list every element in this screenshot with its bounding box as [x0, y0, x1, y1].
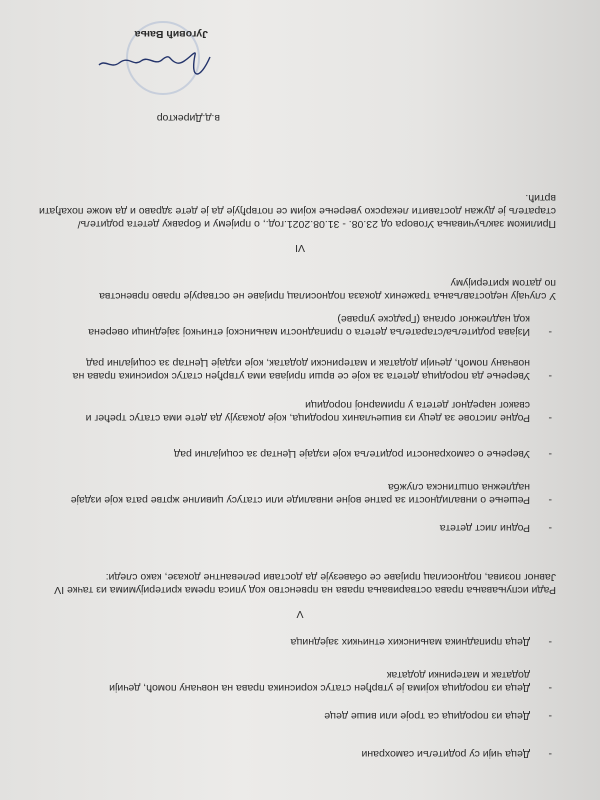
list-item: - Уверење о самохраности родитеља које издаје Центар за социјални рад — [174, 448, 552, 460]
signature-title: в.д.Директор — [156, 112, 220, 124]
list-item: - Родне листове за децу из вишечланих породица, које доказују да дете има статус трећег и сваког наредног детета у примарној породици — [85, 399, 552, 424]
list-item: - Деца припадника мањинских етничких заједница — [290, 636, 552, 648]
list-item: - Уверење да породица детета за које се врши пријава има утврђен статус корисника права на новчану помоћ, дечији додатак и матерински додатак, које издаје Центар за социјални рад — [72, 357, 552, 382]
list-item-text: Деца из породица са троје или више деце — [324, 710, 530, 722]
list-item-text: Деца чији су родитељи самохрани — [361, 748, 530, 760]
list-item: - Изјава родитеља/старатеља детета о припадности мањинској етничкој заједници оверена код надлежног органа (Градске управе) — [88, 313, 552, 338]
handwritten-signature — [95, 45, 215, 85]
signature-name: Југовић Вања — [134, 28, 208, 40]
list-item: - Деца из породица којима је утврђен статус корисника права на новчану помоћ, дечији додатак и материнки додатак — [109, 669, 552, 694]
list-item: - Родни лист детета — [439, 522, 552, 534]
list-item: - Деца чији су родитељи самохрани — [361, 748, 552, 760]
section-v-note: У случају недостављања тражених доказа подносилац пријаве не остварује право првенства по датом критеријуму — [99, 277, 556, 302]
section-heading-vi: VI — [295, 242, 305, 254]
list-item-text: Деца припадника мањинских етничких заједница — [290, 636, 530, 648]
list-item: - Решење о инвалидности за ратне војне инвалиде или статусу цивилне жртве рата које издаје надлежна општинска служба — [70, 481, 552, 506]
section-heading-v: V — [296, 608, 304, 620]
section-v-intro: Ради испуњавања права остваривања права на првенство код уписа према критеријумима из тачке IV Јавног позива, подносилац пријаве се обавезује да достави релевантне доказе, како следи: — [54, 571, 556, 596]
list-item-text: Деца из породица којима је утврђен статус корисника права на новчану помоћ, дечији додатак и материнки додатак — [109, 669, 530, 694]
list-item: - Деца из породица са троје или више деце — [324, 710, 552, 722]
section-vi-text: Приликом закључивања Уговора од 23.08. - 31.08.2021.год., о пријему и боравку детета родитељ/старатељ је дужан доставити лекарско уверење којим се потврђује да је дете здраво и да може похађати вртић. — [39, 192, 556, 230]
